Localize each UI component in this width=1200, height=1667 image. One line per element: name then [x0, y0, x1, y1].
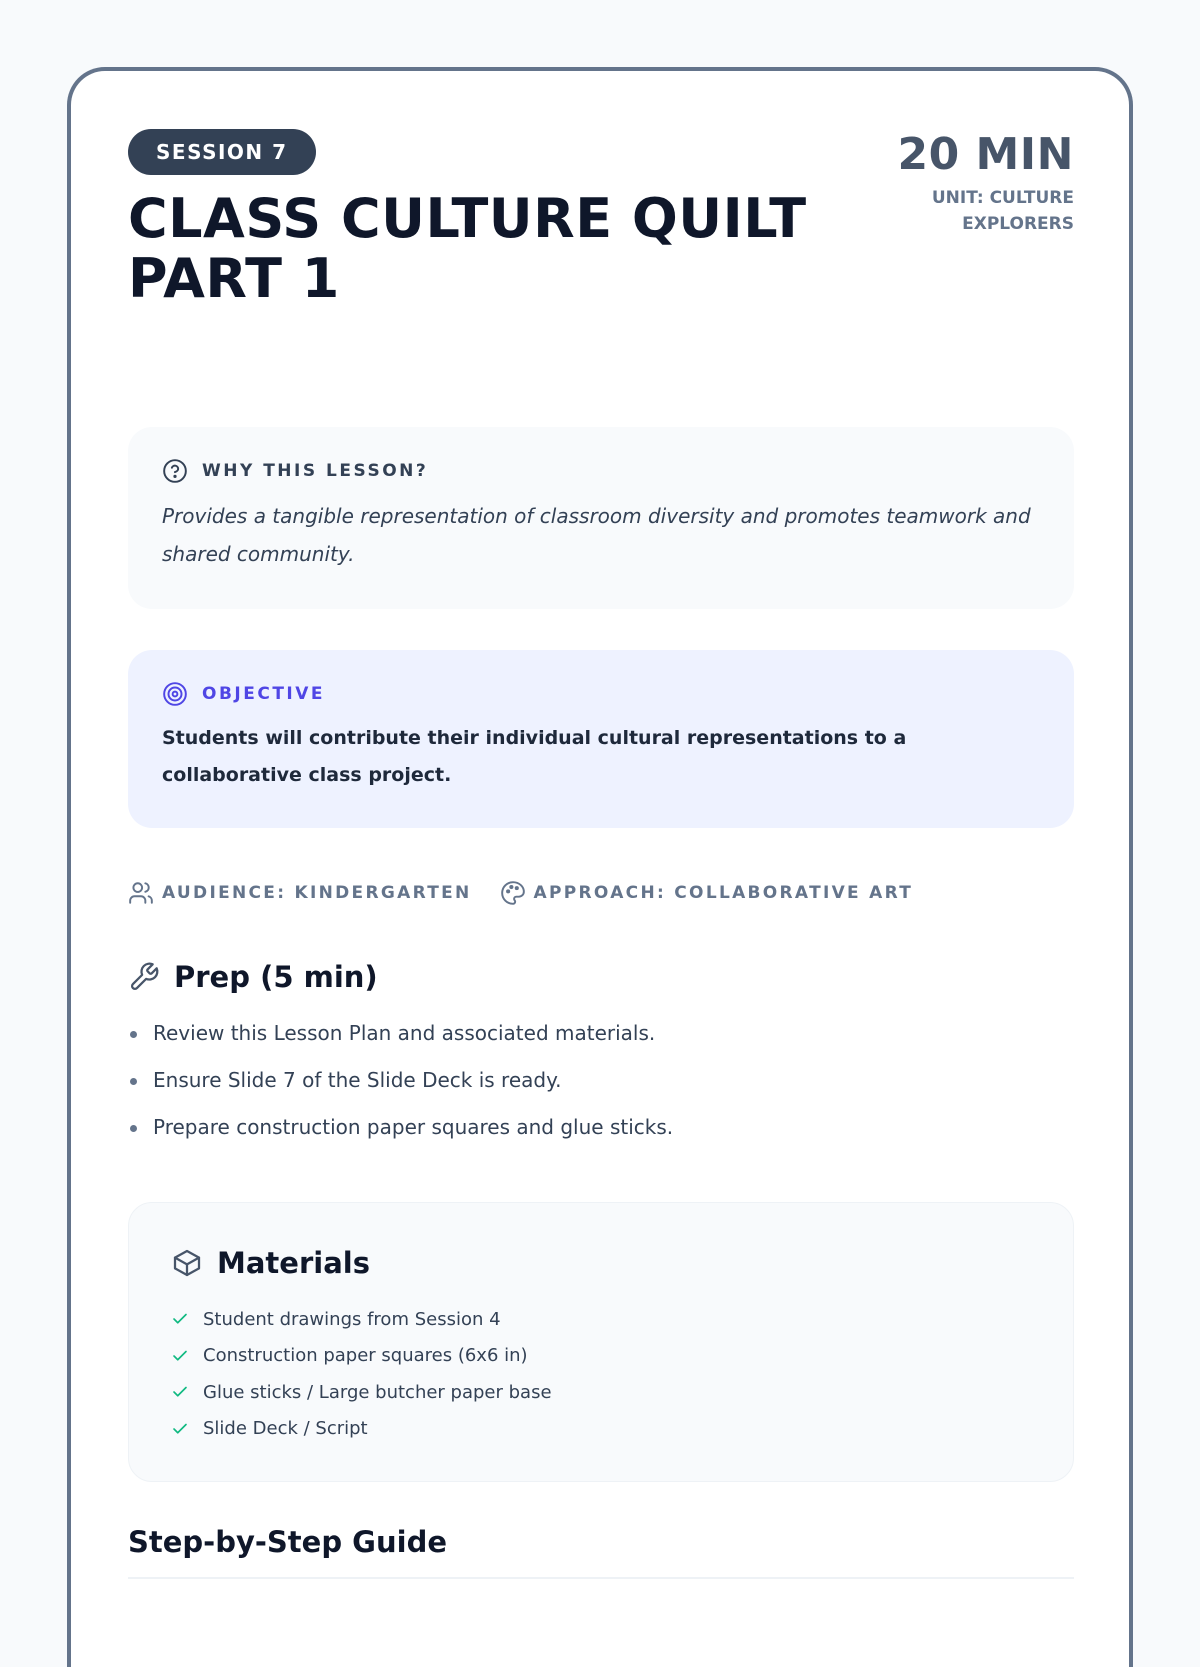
why-label: WHY THIS LESSON? [202, 461, 429, 481]
check-icon [171, 1347, 189, 1365]
objective-box [128, 650, 1074, 828]
why-heading [162, 457, 1040, 485]
materials-title: Materials [217, 1246, 370, 1280]
divider [128, 1577, 1074, 1579]
prep-item: Prepare construction paper squares and glue sticks. [128, 1109, 673, 1156]
materials-item-label: Student drawings from Session 4 [203, 1308, 501, 1330]
materials-item [171, 1301, 1031, 1338]
objective-text: Students will contribute their individual cultural representations to a collaborative class project. [162, 727, 907, 786]
audience-tag [128, 880, 472, 906]
audience-label: AUDIENCE: KINDERGARTEN [162, 883, 472, 903]
unit-label: UNIT: CULTURE EXPLORERS [931, 188, 1074, 234]
prep-item: Review this Lesson Plan and associated materials. [128, 1015, 673, 1062]
question-circle-icon [162, 458, 188, 484]
step-guide-title: Step-by-Step Guide [128, 1525, 447, 1559]
lesson-card [67, 67, 1133, 1667]
target-icon [162, 681, 188, 707]
palette-icon [500, 880, 526, 906]
check-icon [171, 1420, 189, 1438]
prep-item: Ensure Slide 7 of the Slide Deck is ready. [128, 1062, 673, 1109]
page-title: CLASS CULTURE QUILT PART 1 [128, 187, 807, 310]
why-this-lesson-box [128, 427, 1074, 609]
session-badge: SESSION 7 [128, 129, 316, 175]
materials-item-label: Construction paper squares (6x6 in) [203, 1345, 528, 1367]
lesson-header [128, 127, 1074, 317]
materials-box [128, 1202, 1074, 1482]
prep-heading [128, 957, 378, 997]
materials-item-label: Glue sticks / Large butcher paper base [203, 1381, 552, 1403]
approach-tag [500, 880, 914, 906]
objective-label: OBJECTIVE [202, 684, 326, 704]
materials-heading [171, 1243, 1031, 1283]
wrench-icon [128, 961, 160, 993]
lesson-meta [874, 127, 1074, 237]
why-text: Provides a tangible representation of classroom diversity and promotes teamwork and shared community. [162, 504, 1031, 566]
objective-heading [162, 680, 1040, 708]
check-icon [171, 1383, 189, 1401]
lesson-content [128, 127, 1074, 1559]
approach-label: APPROACH: COLLABORATIVE ART [533, 883, 914, 903]
materials-item-label: Slide Deck / Script [203, 1418, 368, 1440]
box-icon [171, 1247, 203, 1279]
materials-item [171, 1411, 1031, 1448]
lesson-tags [128, 879, 941, 907]
check-icon [171, 1310, 189, 1328]
duration-label: 20 MIN [897, 129, 1074, 180]
materials-item [171, 1374, 1031, 1411]
prep-title: Prep (5 min) [174, 960, 378, 994]
users-icon [128, 880, 154, 906]
materials-list [171, 1301, 1031, 1447]
materials-item [171, 1338, 1031, 1375]
prep-list [128, 1015, 673, 1156]
